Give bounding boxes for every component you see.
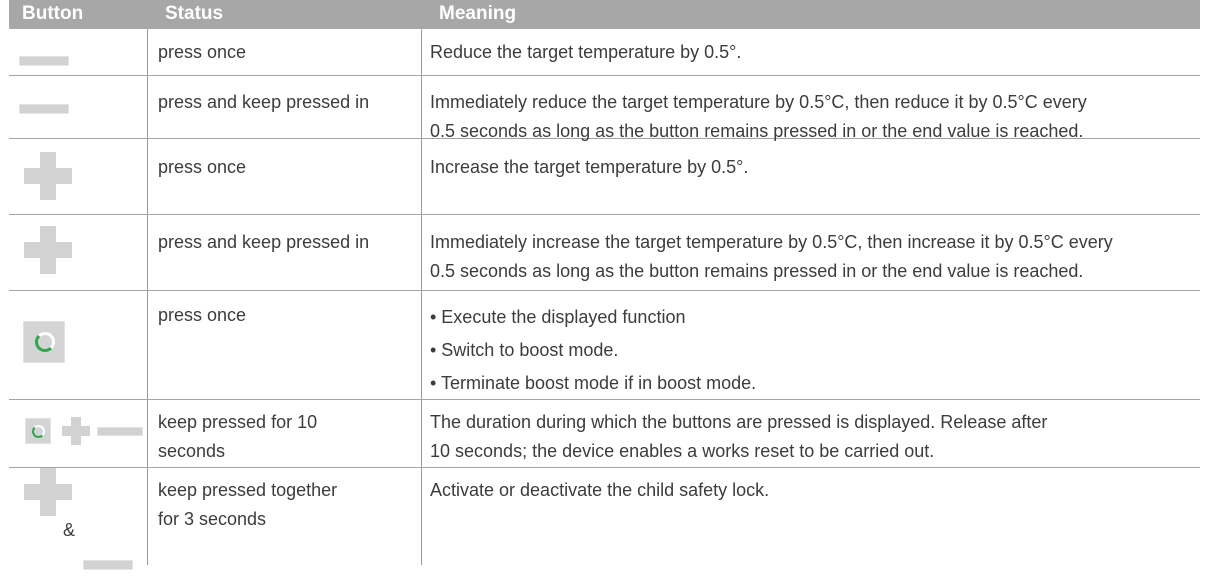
meaning-line: 10 seconds; the device enables a works reset to be carried out. <box>430 441 935 461</box>
status-text: press once <box>158 305 247 325</box>
meaning-cell <box>430 301 756 400</box>
button-cell <box>9 468 147 577</box>
row-divider <box>9 290 1200 291</box>
status-line: keep pressed for 10 <box>158 412 318 432</box>
button-cell <box>9 400 147 467</box>
minus-icon <box>97 427 143 436</box>
column-divider <box>421 29 422 565</box>
status-text: press once <box>158 157 247 177</box>
plus-icon <box>24 226 72 274</box>
meaning-cell <box>430 153 748 182</box>
meaning-text: Activate or deactivate the child safety lock. <box>430 480 770 500</box>
status-cell <box>158 408 317 466</box>
ok-icon <box>23 321 65 363</box>
meaning-cell <box>430 408 1047 466</box>
meaning-text: Reduce the target temperature by 0.5°. <box>430 42 742 62</box>
header-status: Status <box>165 3 224 24</box>
button-cell <box>9 29 147 75</box>
status-line: for 3 seconds <box>158 509 267 529</box>
header-button: Button <box>22 3 84 24</box>
status-text: press once <box>158 42 247 62</box>
meaning-text: Increase the target temperature by 0.5°. <box>430 157 749 177</box>
column-divider <box>147 29 148 565</box>
row-divider <box>9 214 1200 215</box>
button-cell <box>9 291 147 399</box>
ok-icon <box>25 418 51 444</box>
status-cell <box>158 88 369 117</box>
meaning-line: • Switch to boost mode. <box>430 340 619 360</box>
meaning-line: Immediately increase the target temperature by 0.5°C, then increase it by 0.5°C every <box>430 232 1113 252</box>
header-meaning: Meaning <box>439 3 517 24</box>
status-line: seconds <box>158 441 226 461</box>
meaning-cell <box>430 88 1087 146</box>
status-text: press and keep pressed in <box>158 232 370 252</box>
meaning-cell <box>430 476 769 505</box>
status-cell <box>158 228 369 257</box>
table-header <box>9 0 1200 29</box>
button-cell <box>9 215 147 290</box>
plus-icon <box>62 417 90 445</box>
status-line: keep pressed together <box>158 480 338 500</box>
minus-icon <box>83 560 133 570</box>
meaning-line: The duration during which the buttons are pressed is displayed. Release after <box>430 412 1048 432</box>
meaning-line: 0.5 seconds as long as the button remains pressed in or the end value is reached. <box>430 261 1084 281</box>
minus-icon <box>19 56 69 66</box>
status-cell <box>158 38 246 67</box>
meaning-line: • Execute the displayed function <box>430 307 686 327</box>
status-cell <box>158 476 337 534</box>
status-cell <box>158 153 246 182</box>
meaning-line: 0.5 seconds as long as the button remains pressed in or the end value is reached. <box>430 121 1084 141</box>
meaning-cell <box>430 228 1113 286</box>
meaning-line: • Terminate boost mode if in boost mode. <box>430 373 757 393</box>
row-divider <box>9 467 1200 468</box>
button-cell <box>9 139 147 214</box>
plus-icon <box>24 468 72 516</box>
meaning-line: Immediately reduce the target temperature by 0.5°C, then reduce it by 0.5°C every <box>430 92 1087 112</box>
status-text: press and keep pressed in <box>158 92 370 112</box>
plus-icon <box>24 152 72 200</box>
row-divider <box>9 75 1200 76</box>
button-cell <box>9 76 147 138</box>
meaning-cell <box>430 38 741 67</box>
status-cell <box>158 301 246 330</box>
minus-icon <box>19 104 69 114</box>
ampersand-text: & <box>63 520 76 540</box>
